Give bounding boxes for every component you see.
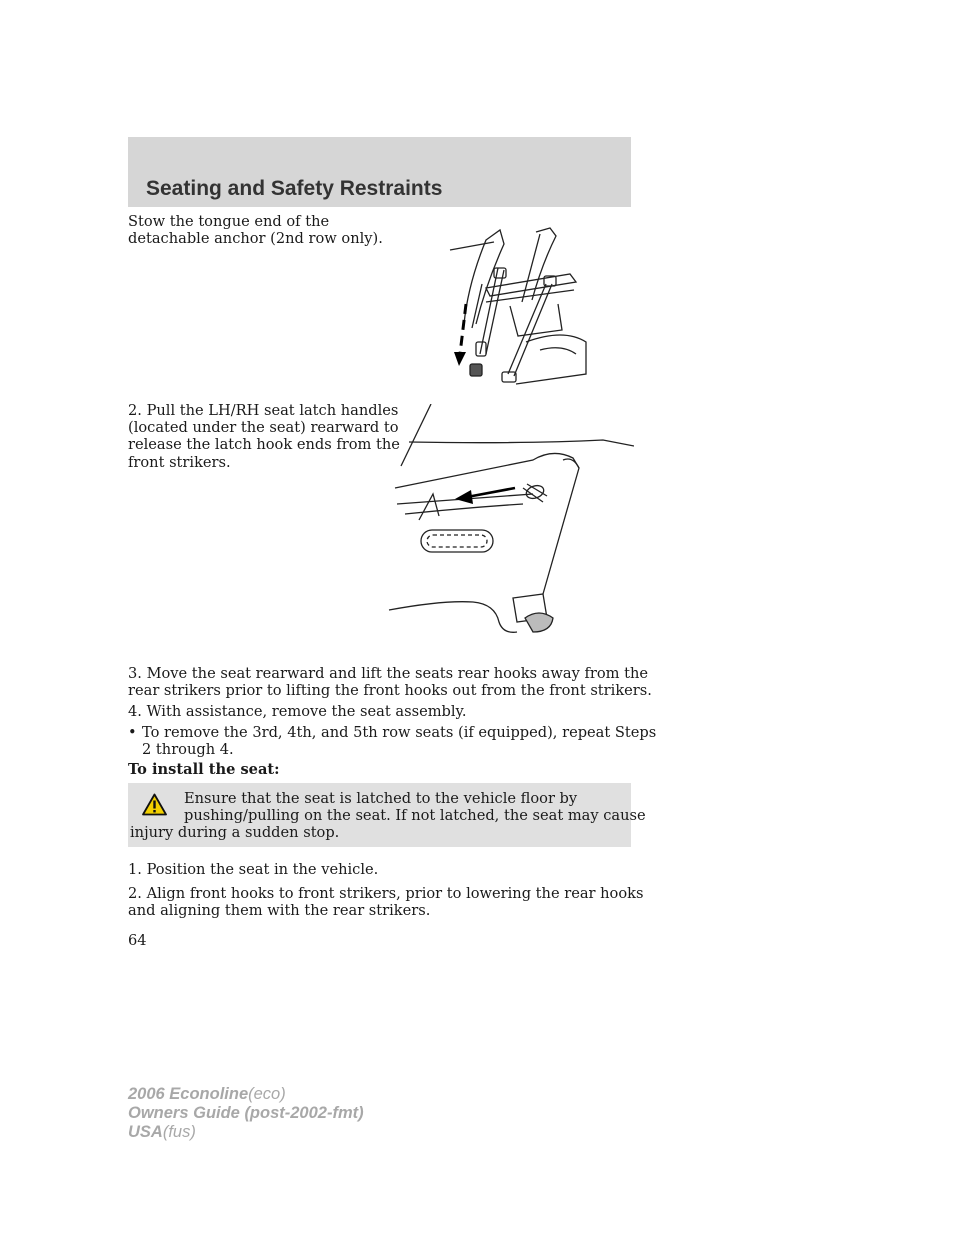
warning-text-line-2: pushing/pulling on the seat. If not latched, the seat may cause [184, 807, 646, 824]
footer-line-2: Owners Guide (post-2002-fmt) [128, 1104, 364, 1122]
document-footer [128, 1085, 364, 1142]
footer-line-1: 2006 Econoline(eco) [128, 1085, 286, 1103]
warning-triangle-icon [142, 793, 167, 816]
warning-text-line-1: Ensure that the seat is latched to the vehicle floor by [184, 790, 578, 807]
install-heading: To install the seat: [128, 761, 280, 778]
step-4-paragraph: 4. With assistance, remove the seat assembly. [128, 703, 467, 720]
seat-belt-anchor-illustration [446, 224, 592, 387]
warning-box [128, 783, 646, 847]
step-3-paragraph: 3. Move the seat rearward and lift the seats rear hooks away from the rear strikers prior to lifting the front hooks out from the front strikers. [128, 665, 652, 700]
stow-paragraph: Stow the tongue end of the detachable anchor (2nd row only). [128, 213, 383, 248]
section-title: Seating and Safety Restraints [146, 177, 443, 200]
step-2-paragraph: 2. Pull the LH/RH seat latch handles (located under the seat) rearward to release the latch hook ends from the front strikers. [128, 402, 400, 471]
warning-text-line-3: injury during a sudden stop. [130, 824, 340, 841]
footer-line-3: USA(fus) [128, 1123, 196, 1141]
install-step-2: 2. Align front hooks to front strikers, prior to lowering the rear hooks and aligning them with the rear strikers. [128, 885, 644, 920]
page-number: 64 [128, 932, 147, 949]
install-step-1: 1. Position the seat in the vehicle. [128, 861, 379, 878]
seat-latch-handle-illustration [383, 404, 634, 638]
section-header [128, 137, 631, 207]
bullet-symbol: • [128, 724, 137, 741]
